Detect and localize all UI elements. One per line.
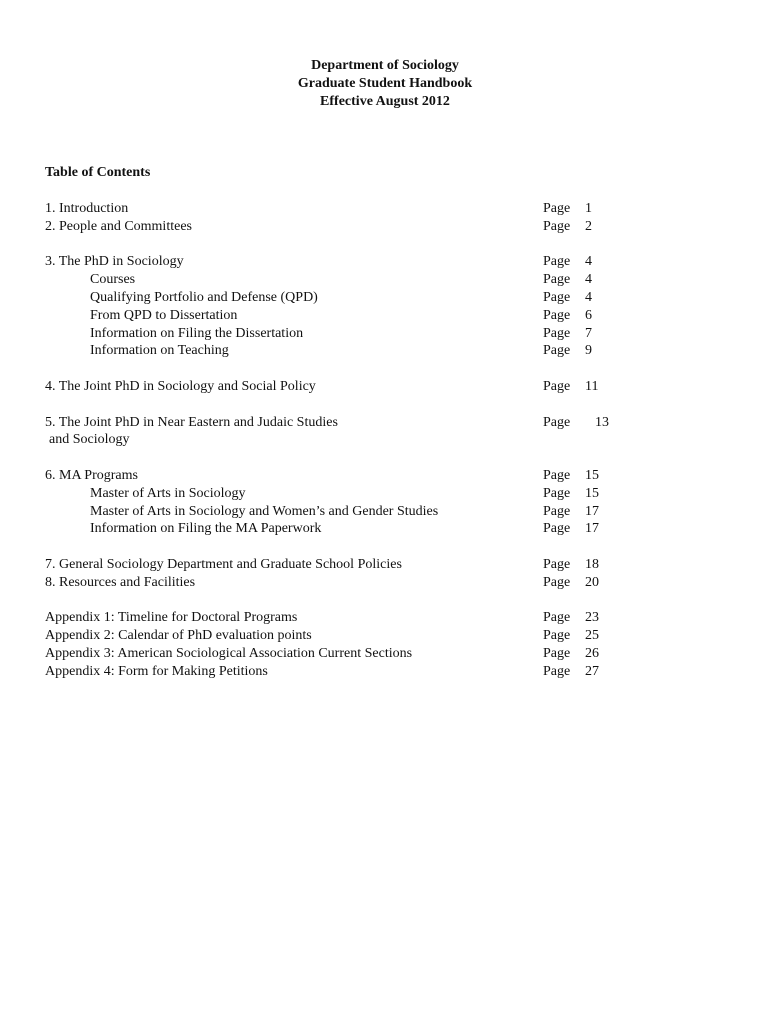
page-label: Page [543,378,571,394]
toc-group [45,253,645,360]
toc-entry-title: 8. Resources and Facilities [45,574,196,590]
page-number: 17 [585,521,599,537]
page-number: 6 [585,307,592,323]
toc-subentry [45,503,645,521]
toc-heading: Table of Contents [45,165,151,180]
toc-subentry [45,342,645,360]
page-label: Page [543,645,571,661]
page-number: 17 [585,503,599,519]
toc-entry-title: 7. General Sociology Department and Graduate School Policies [45,556,402,572]
toc-entry [45,645,645,663]
page-number: 11 [585,378,599,394]
page-label: Page [543,503,571,519]
page-number: 1 [585,201,592,216]
page-number: 23 [585,610,599,626]
toc-entry-title: Information on Teaching [90,343,229,359]
toc-group [45,378,645,396]
page-label: Page [543,556,571,572]
toc-entry-title: Information on Filing the MA Paperwork [90,521,322,537]
table-of-contents [45,200,645,698]
page-label: Page [543,628,571,644]
toc-entry-title: Appendix 4: Form for Making Petitions [45,663,268,679]
handbook-title: Graduate Student Handbook [297,76,473,91]
toc-entry-title: 6. MA Programs [45,467,138,483]
toc-entry [45,467,645,485]
document-header [0,57,770,111]
toc-entry-title: 2. People and Committees [45,218,192,234]
page-label: Page [543,272,571,288]
toc-entry [45,378,645,396]
effective-date: Effective August 2012 [320,94,450,109]
department-title: Department of Sociology [311,58,459,73]
toc-entry [45,627,645,645]
page-label: Page [543,574,571,590]
toc-subentry [45,289,645,307]
page-number: 4 [585,289,592,305]
toc-entry-title: Master of Arts in Sociology [90,485,246,501]
page-number: 15 [585,485,599,501]
page-number: 27 [585,663,599,679]
page-number: 20 [585,574,599,590]
toc-subentry [45,271,645,289]
page-label: Page [543,521,571,537]
toc-subentry [45,520,645,538]
toc-entry [45,218,645,236]
toc-entry-title: and Sociology [49,432,130,448]
page-label: Page [543,201,571,216]
toc-entry-title: 1. Introduction [45,201,129,216]
toc-entry [45,556,645,574]
toc-entry-title: Qualifying Portfolio and Defense (QPD) [90,289,318,305]
page-label: Page [543,663,571,679]
toc-subentry [45,485,645,503]
page-label: Page [543,218,571,234]
toc-group [45,467,645,538]
page-label: Page [543,414,571,430]
toc-group [45,609,645,680]
toc-entry [45,253,645,271]
page-label: Page [543,610,571,626]
page-number: 2 [585,218,592,234]
page-number: 25 [585,628,599,644]
page-number: 18 [585,556,599,572]
toc-entry [45,200,645,218]
page-number: 9 [585,343,592,359]
toc-entry-title: Appendix 3: American Sociological Association Current Sections [45,645,413,661]
toc-group [45,200,645,236]
toc-entry-title: Courses [90,272,136,288]
toc-entry-continuation [45,431,645,449]
toc-entry-title: Appendix 2: Calendar of PhD evaluation points [45,628,312,644]
toc-entry-title: 3. The PhD in Sociology [45,254,184,270]
page-label: Page [543,325,571,341]
page-label: Page [543,485,571,501]
page-number: 7 [585,325,592,341]
page-number: 13 [595,414,609,430]
page-label: Page [543,289,571,305]
page-number: 26 [585,645,599,661]
toc-entry-title: 4. The Joint PhD in Sociology and Social Policy [45,378,316,394]
page-label: Page [543,254,571,270]
toc-entry [45,574,645,592]
toc-entry [45,414,645,432]
page-label: Page [543,307,571,323]
toc-subentry [45,325,645,343]
toc-entry-title: 5. The Joint PhD in Near Eastern and Judaic Studies [45,414,338,430]
toc-entry-title: Master of Arts in Sociology and Women’s and Gender Studies [90,503,439,519]
page-number: 4 [585,272,592,288]
toc-entry [45,663,645,681]
toc-entry-title: From QPD to Dissertation [90,307,238,323]
page-label: Page [543,467,571,483]
page-number: 4 [585,254,592,270]
toc-group [45,556,645,592]
toc-subentry [45,307,645,325]
page-number: 15 [585,467,599,483]
page-label: Page [543,343,571,359]
toc-entry-title: Appendix 1: Timeline for Doctoral Programs [45,610,298,626]
toc-entry-title: Information on Filing the Dissertation [90,325,304,341]
toc-entry [45,609,645,627]
toc-group [45,414,645,450]
